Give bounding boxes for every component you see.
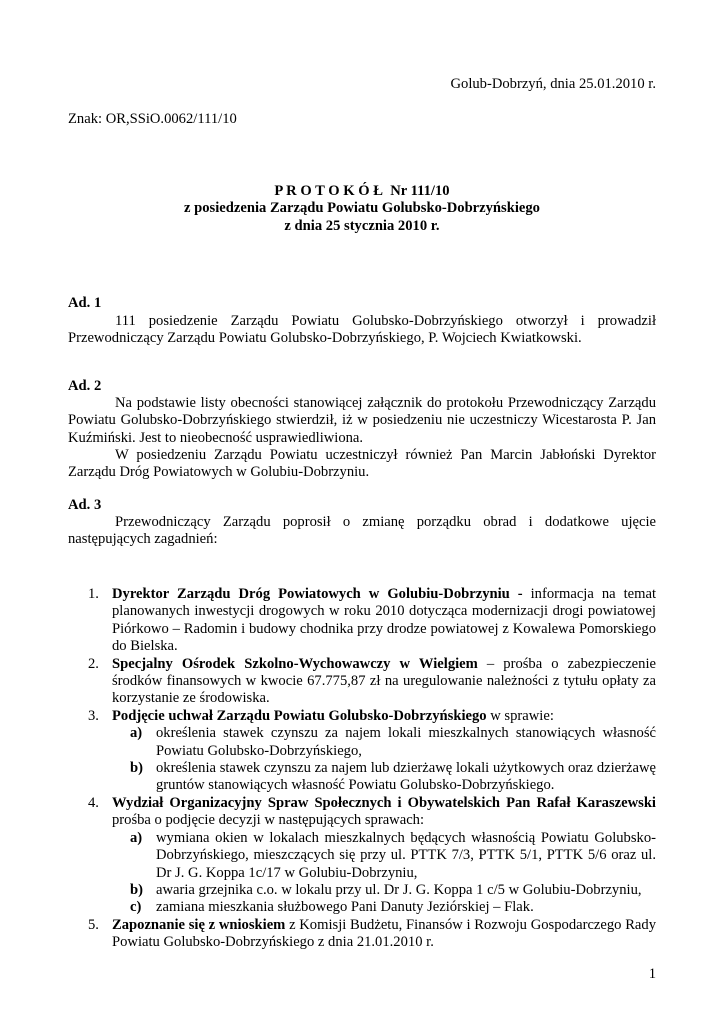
agenda-subitem [130, 882, 656, 899]
agenda-subitem-text: awaria grzejnika c.o. w lokalu przy ul. Dr J. G. Koppa 1 c/5 w Golubiu-Dobrzyniu, [156, 881, 642, 898]
agenda-item-text: prośba o podjęcie decyzji w następujących sprawach: [112, 812, 425, 829]
agenda-item-text: w sprawie: [486, 707, 554, 724]
agenda-list [68, 586, 656, 952]
section-ad2-paragraph-2: W posiedzeniu Zarządu Powiatu uczestniczył również Pan Marcin Jabłoński Dyrektor Zarządu Dróg Powiatowych w Golubiu-Dobrzyniu. [68, 447, 656, 481]
agenda-item-subject: Zapoznanie się z wnioskiem [112, 916, 286, 933]
agenda-item [68, 795, 656, 917]
agenda-subitem-label: c) [130, 899, 142, 916]
agenda-subitem-text: określenia stawek czynszu za najem lub dzierżawę lokali użytkowych oraz dzierżawę gruntów stanowiących własność Powiatu Golubsko-Dobrzyńskiego. [156, 760, 656, 794]
section-heading-ad2: Ad. 2 [68, 378, 102, 394]
agenda-subitem-label: a) [130, 725, 143, 742]
document-title [68, 183, 656, 235]
section-heading-ad3: Ad. 3 [68, 497, 102, 513]
title-line-1: P R O T O K Ó Ł Nr 111/10 [274, 183, 450, 199]
agenda-subitem-text: określenia stawek czynszu za najem lokali mieszkalnych stanowiących własność Powiatu Golubsko-Dobrzyńskiego, [156, 725, 656, 759]
agenda-subitem [130, 760, 656, 795]
agenda-item [68, 586, 656, 656]
agenda-item-number: 1. [88, 586, 99, 602]
agenda-subitem [130, 830, 656, 882]
agenda-item-text: z Komisji Budżetu, Finansów i Rozwoju Gospodarczego Rady Powiatu Golubsko-Dobrzyńskiego z dnia 21.01.2010 r. [112, 916, 657, 951]
agenda-item [68, 708, 656, 795]
section-heading-ad1: Ad. 1 [68, 295, 102, 311]
title-line-2: z posiedzenia Zarządu Powiatu Golubsko-Dobrzyńskiego [184, 200, 540, 217]
agenda-subitem [130, 899, 656, 916]
agenda-item-subject: Dyrektor Zarządu Dróg Powiatowych w Golubiu-Dobrzyniu - [112, 586, 523, 602]
agenda-item-number: 2. [88, 655, 99, 672]
agenda-item [68, 917, 656, 952]
agenda-item-number: 4. [88, 794, 99, 811]
agenda-item [68, 656, 656, 708]
agenda-item-subject: Specjalny Ośrodek Szkolno-Wychowawczy w Wielgiem [112, 655, 478, 672]
page-number: 1 [648, 966, 656, 982]
agenda-item-number: 3. [88, 707, 99, 724]
agenda-subitem [130, 725, 656, 760]
title-line-3: z dnia 25 stycznia 2010 r. [284, 217, 440, 234]
agenda-subitem-label: b) [130, 881, 143, 898]
place-date: Golub-Dobrzyń, dnia 25.01.2010 r. [450, 76, 656, 92]
reference-number: Znak: OR,SSiO.0062/111/10 [68, 111, 237, 127]
agenda-subitem-label: b) [130, 760, 143, 777]
agenda-item-number: 5. [88, 916, 99, 933]
section-ad2-paragraph-1: Na podstawie listy obecności stanowiącej załącznik do protokołu Przewodniczący Zarządu Powiatu Golubsko-Dobrzyńskiego stwierdził, iż w posiedzeniu nie uczestniczy Wicestarosta P. Jan Kuźmiński. Jest to nieobecność usprawiedliwiona. [68, 395, 656, 446]
section-ad1-paragraph: 111 posiedzenie Zarządu Powiatu Golubsko-Dobrzyńskiego otworzył i prowadził Przewodniczący Zarządu Powiatu Golubsko-Dobrzyńskiego, P. Wojciech Kwiatkowski. [68, 313, 656, 347]
agenda-item-text: – prośba o zabezpieczenie środków finansowych w kwocie 67.775,87 zł na uregulowanie należności z tytułu opłaty za korzystanie ze środowiska. [112, 655, 656, 707]
section-ad3-paragraph: Przewodniczący Zarządu poprosił o zmianę porządku obrad i dodatkowe ujęcie następujących zagadnień: [68, 514, 656, 548]
agenda-item-subject: Wydział Organizacyjny Spraw Społecznych i Obywatelskich Pan Rafał Karaszewski [112, 794, 656, 811]
agenda-subitem-text: wymiana okien w lokalach mieszkalnych będących własnością Powiatu Golubsko-Dobrzyńskiego, mieszczących się przy ul. PTTK 7/3, PTTK 5/1, PTTK 5/6 oraz ul. Dr J. G. Koppa 1c/17 w Golubiu-Dobrzyniu, [156, 829, 656, 881]
agenda-subitem-label: a) [130, 829, 143, 846]
agenda-item-text: informacja na temat planowanych inwestycji drogowych w roku 2010 dotycząca modernizacji drogi powiatowej Piórkowo – Radomin i budowy chodnika przy drodze powiatowej z Kowalewa Pomorskiego do Bielska. [112, 586, 657, 655]
agenda-subitem-text: zamiana mieszkania służbowego Pani Danuty Jeziórskiej – Flak. [156, 899, 534, 916]
agenda-item-subject: Podjęcie uchwał Zarządu Powiatu Golubsko-Dobrzyńskiego [112, 707, 487, 724]
